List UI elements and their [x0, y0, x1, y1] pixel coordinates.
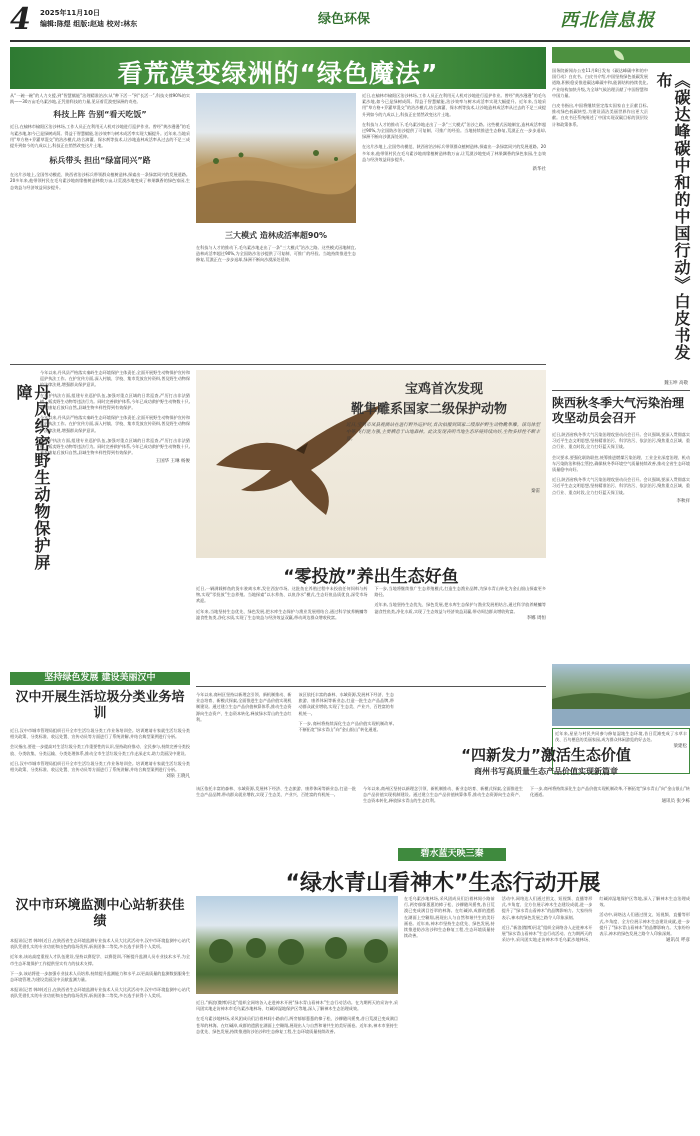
zero-text	[196, 586, 546, 682]
hanzhong1-title: 汉中开展生活垃圾分类业务培训	[15, 690, 185, 721]
hanzhong2-title: 汉中市环境监测中心站斩获佳绩	[15, 898, 185, 929]
shaanxi-para-3: 近日,陕西省秋冬季大气污染治理攻坚动员会召开。会议强调,要深入贯彻落实习近平生态文明思想,坚持精准治污、科学治污、依法治污,聚焦重点区域、重点行业、重点时段,全力打好蓝天保卫战。	[552, 477, 690, 495]
main-title-banner	[10, 47, 546, 89]
fournew-byline: 通讯员 张少栋	[661, 799, 690, 805]
lead-paragraph: 从“一碗一碗”的人力支援,到“智慧赋能”治理精准治沙;从“种下活一”到“长活一”,科技支撑90%的实践——30万亩毛乌素沙地,正凭借科技的力量,见证着荒漠变绿洲的奇迹。	[10, 93, 190, 105]
science-column-mid	[196, 228, 356, 361]
science-para-3: 在科技与人才的推动下,毛乌素沙地走出了一条“三大模式”治沙之路。这些模式因地制宜,造林成活率超过90%,为全国防沙治沙提供了可复制、可推广的经验。当地持续推进生态修复,荒漠正在一步步退却,绿洲不断向沙漠深处延伸。	[196, 245, 356, 263]
fournew-left-text	[196, 692, 394, 790]
hanzhong1-para-3: 近日,汉中市城市管理局组织召开全市生活垃圾分类工作业务培训会。培训邀请专家就生活垃圾分类相关政策、分类标准、收运处置、宣传动员等方面进行了系统讲解,并结合典型案例进行分析。	[10, 760, 190, 773]
main-title: 看荒漠变绿洲的“绿色魔法”	[117, 59, 439, 88]
hanzhong1-text	[10, 728, 190, 900]
white-paper-title: 《碳达峰碳中和的中国行动》白皮书发布	[654, 72, 691, 361]
zero-para-2: 近年来,当地坚持生态优先、绿色发展,把水库生态保护与渔业发展相结合,通过科学放养鲢鳙等滤食性鱼类,净化水质,实现了生态效益与经济效益双赢,带动周边群众增收致富。	[196, 608, 368, 620]
divider	[552, 390, 690, 391]
science-byline: 新华社	[532, 167, 546, 173]
fournew-subtitle: 商州书写高质量生态产品价值实现新篇章	[474, 767, 618, 776]
masthead	[0, 0, 700, 48]
white-paper-text	[552, 68, 648, 384]
science-continued-1: 近日,在榆林市榆阳区治沙林场,工作人员正在利用无人机对沙地进行巡护作业。曾经“黄沙漫漫”的毛乌素沙地,如今已是绿树成荫。得益于智慧赋能,治沙效率与树木成活率实现大幅提升。近年来,当地采用“草方格+乔灌草混交”的治沙模式,结合滴灌、保水剂等技术,让沙地造林成活率从过去的不足三成提升到如今的九成以上,科技正在悄然改变这片土地。	[362, 93, 546, 117]
zero-para-1: 近日,一辆满载鲜鱼的货车驶离水库,发往西安市场。这批鱼在养殖过程中未投放任何饲料与药物,实现“零投放”生态养殖。当地探索“以水养鱼、以鱼净水”模式,生态好鱼品质优良,深受市场欢迎。	[196, 586, 368, 604]
hanzhong2-text	[10, 938, 190, 1126]
bottom-para-4: 活动中,网络达人们通过图文、短视频、直播等形式,多角度、全方位展示神木生态建设成就,进一步提升了“绿水青山看神木”的品牌影响力。大家纷纷表示,神木的绿色发展之路令人印象深刻。	[501, 896, 593, 920]
wetland-photo	[552, 664, 690, 726]
bottom-para-3: 在毛乌素沙地林场,采风团成员们沿着林间小路前行,两旁郁郁葱葱的樟子松、沙柳随风摇曳,昔日荒漠已变成满目苍翠的林海。在红碱淖,成群的遗鸥在湖面上空翱翔,展现出人与自然和谐共生的美好画卷。近年来,神木市坚持生态优先、绿色发展,持续推进防沙治沙和生态修复工程,生态环境质量持续改善。	[404, 896, 495, 939]
science-column-left	[10, 93, 190, 361]
bird-text: 近日,宝鸡市凤县观测站在进行野外巡护时,首次拍摄到国家二级保护野生动物靴隼雕。该鸟体型中等,飞行能力强,主要栖息于山地森林。此次发现表明当地生态环境持续向好,生物多样性不断丰富。	[346, 423, 540, 442]
editor-line: 编辑:陈煜 组版:赵迪 校对:林东	[40, 20, 138, 28]
issue-date: 2025年11月10日	[40, 9, 100, 17]
danfeng-para-3: 今年以来,丹凤县严格落实秦岭生态环境保护主体责任,全面开展野生动物保护宣传和巡护执法工作。在护宣传方面,深入村镇、学校、集市发放宣传资料,普及野生动物保护法律法规,增强群众保护意识。	[40, 415, 190, 433]
shaanxi-para-1: 近日,陕西省秋冬季大气污染治理攻坚动员会召开。会议强调,要深入贯彻落实习近平生态文明思想,坚持精准治污、科学治污、依法治污,聚焦重点区域、重点行业、重点时段,全力打好蓝天保卫战。	[552, 432, 690, 450]
danfeng-para-4: 在巡护执法方面,组建专业巡护队伍,加强对重点区域的日常巡查,严厉打击非法猎捕、贩卖野生动物等违法行为。同时完善救护体系,今年已成功救护野生动物数十只,并在康复后放归自然,县域生物多样性得到有效保护。	[40, 437, 190, 456]
fournew-text	[196, 786, 690, 844]
bird-feature	[196, 370, 546, 558]
zero-title: “零投放”养出生态好鱼	[283, 567, 459, 587]
science-para-2: 在这片沙地上,全国劳动模范、陕西省治沙标兵带领群众植树造林,探索出一条绿富同兴的发展道路。20多年来,他带领村民在毛乌素沙地南缘植树造林数万亩,让荒漠沙地变成了林果飘香的绿色家园,生态效益与经济效益同步提升。	[10, 172, 190, 190]
fournew-para-5: 今年以来,商州区坚持以新理念引领、新机制推动、新业态培育、新模式探索,全面推进生态产品价值实现机制建设。通过建立生态产品价值核算体系,推动生态资源向生态资产、生态资本转化,释放绿水青山的生态红利。	[363, 786, 523, 804]
bottom-byline: 通讯员 呼彦	[666, 938, 690, 944]
bottom-left-text	[196, 1000, 398, 1126]
danfeng-title: 丹凤织密野生动物保护屏障	[14, 384, 51, 571]
bottom-para-5: 近日,“新浪(微博)河北”组织全网络各入走进神木开展“绿水青山看神木”生态行动活动。在为期两天的采访中,采风团实地走访神木市毛乌素沙地林场、红碱淖湿地保护区等地,深入了解神木生态治理成效。	[501, 896, 690, 943]
desert-photo	[196, 93, 356, 223]
fournew-title: “四新发力”激活生态价值	[461, 746, 631, 764]
science-subhead-3: 三大模式 造林成活率超90%	[225, 231, 327, 240]
bottom-para-2: 在毛乌素沙地林场,采风团成员们沿着林间小路前行,两旁郁郁葱葱的樟子松、沙柳随风摇曳,昔日荒漠已变成满目苍翠的林海。在红碱淖,成群的遗鸥在湖面上空翱翔,展现出人与自然和谐共生的美好画卷。近年来,神木市坚持生态优先、绿色发展,持续推进防沙治沙和生态修复工程,生态环境质量持续改善。	[196, 1016, 398, 1034]
zero-para-4: 近年来,当地坚持生态优先、绿色发展,把水库生态保护与渔业发展相结合,通过科学放养鲢鳙等滤食性鱼类,净化水质,实现了生态效益与经济效益双赢,带动周边群众增收致富。	[374, 602, 546, 614]
bottom-right-text	[404, 896, 690, 1126]
hanzhong2-para-4: 本报讯(记者 韩坤)近日,在陕西省生态环境监测专业技术人员大比武活动中,汉中市环境监测中心站代表队凭借扎实的专业功底和出色的临场发挥,斩获团体二等奖,多名选手获得个人奖项。	[10, 987, 190, 999]
zero-para-3: 下一步,当地将继续推广生态养殖模式,打造生态渔业品牌,为绿水青山转化为金山银山探索更多路径。	[374, 586, 546, 598]
divider	[196, 686, 546, 687]
white-paper-para-2: 白皮书指出,中国将继续坚定落实国家自主贡献目标,推动绿色低碳转型,为建设清洁美丽世界作出更大贡献。白皮书还系统阐述了中国实现双碳目标的顶层设计和政策体系。	[552, 103, 648, 127]
shaanxi-text	[552, 432, 690, 660]
white-paper-byline: 魏玉坤 高敬	[664, 381, 688, 386]
paper-logo: 西北信息报	[560, 10, 655, 31]
fournew-para-4: 该区依托丰富的森林、水域资源,发展林下经济、生态旅游、康养休闲等新业态,打造一批生态产品品牌,带动群众就业增收,实现了生态美、产业兴、百姓富的有机统一。	[196, 786, 356, 798]
hanzhong1-para-1: 近日,汉中市城市管理局组织召开全市生活垃圾分类工作业务培训会。培训邀请专家就生活垃圾分类相关政策、分类标准、收运处置、宣传动员等方面进行了系统讲解,并结合典型案例进行分析。	[10, 728, 190, 740]
science-subhead-2: 标兵带头 担出“绿富同兴”路	[49, 156, 151, 166]
bottom-title: “绿水青山看神木”生态行动开展	[285, 871, 601, 896]
fournew-para-6: 下一步,商州将持续深化生态产品价值实现机制改革,不断拓宽“绿水青山”向“金山银山”转化通道。	[530, 786, 690, 798]
hanzhong2-para-3: 下一步,该站将进一步加强专业技术人员培养,持续提升监测能力和水平,以更高质量的监测数据服务生态环境管理,为建设美丽汉中贡献监测力量。	[10, 970, 190, 983]
decorative-leaf-icon	[614, 50, 624, 60]
danfeng-para-2: 在巡护执法方面,组建专业巡护队伍,加强对重点区域的日常巡查,严厉打击非法猎捕、贩卖野生动物等违法行为。同时完善救护体系,今年已成功救护野生动物数十只,并在康复后放归自然,县域生物多样性得到有效保护。	[40, 392, 190, 411]
science-continued-2: 在科技与人才的推动下,毛乌素沙地走出了一条“三大模式”治沙之路。这些模式因地制宜,造林成活率超过90%,为全国防沙治沙提供了可复制、可推广的经验。当地持续推进生态修复,荒漠正在一步步退却,绿洲不断向沙漠深处延伸。	[362, 121, 546, 140]
hanzhong2-para-2: 近年来,该站高度重视人才队伍建设,坚持以赛促学、以赛促训,不断提升监测人员专业技术水平,为全市生态环境保护工作提供坚实有力的技术支撑。	[10, 954, 190, 966]
danfeng-text	[40, 370, 190, 662]
divider	[10, 364, 546, 365]
right-column-banner	[552, 47, 690, 63]
caption-text: 近年来,星星与村民共同参与修复湿地生态环境,昔日荒滩变成了水草丰茂、百鸟栖息的美丽家园,成为群众休闲游览的好去处。	[555, 731, 687, 743]
shaanxi-byline: 李秋祥	[676, 498, 690, 504]
science-column-right	[362, 93, 546, 361]
bottom-label: 碧水蓝天映三秦	[398, 848, 506, 861]
shaanxi-title: 陕西秋冬季大气污染治理攻坚动员会召开	[552, 396, 685, 425]
fournew-para-2: 该区依托丰富的森林、水域资源,发展林下经济、生态旅游、康养休闲等新业态,打造一批生态产品品牌,带动群众就业增收,实现了生态美、产业兴、百姓富的有机统一。	[298, 692, 394, 716]
wetland-photo-image	[552, 664, 690, 726]
fournew-para-3: 下一步,商州将持续深化生态产品价值实现机制改革,不断拓宽“绿水青山”向“金山银山”转化通道。	[298, 720, 394, 733]
forest-photo-image	[196, 896, 398, 994]
forest-photo	[196, 896, 398, 994]
science-continued-3: 在这片沙地上,全国劳动模范、陕西省治沙标兵带领群众植树造林,探索出一条绿富同兴的发展道路。20多年来,他带领村民在毛乌素沙地南缘植树造林数万亩,让荒漠沙地变成了林果飘香的绿色家园,生态效益与经济效益同步提升。	[362, 144, 546, 162]
page-number: 4	[10, 2, 31, 37]
fournew-para-1: 今年以来,商州区坚持以新理念引领、新机制推动、新业态培育、新模式探索,全面推进生态产品价值实现机制建设。通过建立生态产品价值核算体系,推动生态资源向生态资产、生态资本转化,释放绿水青山的生态红利。	[196, 692, 292, 722]
science-subhead-1: 科技上阵 告别“看天吃饭”	[53, 110, 147, 120]
zero-byline: 李娜 周恒	[526, 615, 546, 621]
desert-photo-image	[196, 93, 356, 223]
hanzhong-label: 坚持绿色发展 建设美丽汉中	[10, 672, 190, 685]
hanzhong2-para-1: 本报讯(记者 韩坤)近日,在陕西省生态环境监测专业技术人员大比武活动中,汉中市环境监测中心站代表队凭借扎实的专业功底和出色的临场发挥,斩获团体二等奖,多名选手获得个人奖项。	[10, 938, 190, 950]
section-name: 绿色环保	[318, 12, 371, 27]
hanzhong1-para-2: 会议指出,要进一步提高对生活垃圾分类工作重要性的认识,坚持政府推动、全民参与,持续完善分类投放、分类收集、分类运输、分类处理体系,推动全市生活垃圾分类工作走深走实,助力美丽汉中建设。	[10, 744, 190, 756]
bird-title-2: 靴隼雕系国家二级保护动物	[350, 402, 507, 417]
danfeng-byline: 王国华 王琳 杨俊	[155, 459, 190, 465]
bird-title-1: 宝鸡首次发现	[404, 382, 483, 397]
bottom-para-6: 活动中,网络达人们通过图文、短视频、直播等形式,多角度、全方位展示神木生态建设成就,进一步提升了“绿水青山看神木”的品牌影响力。大家纷纷表示,神木的绿色发展之路令人印象深刻。	[599, 912, 690, 937]
bottom-para-1: 近日,“新浪(微博)河北”组织全网络各入走进神木开展“绿水青山看神木”生态行动活动。在为期两天的采访中,采风团实地走访神木市毛乌素沙地林场、红碱淖湿地保护区等地,深入了解神木生态治理成效。	[196, 1000, 398, 1012]
science-para-1: 近日,在榆林市榆阳区治沙林场,工作人员正在利用无人机对沙地进行巡护作业。曾经“黄沙漫漫”的毛乌素沙地,如今已是绿树成荫。得益于智慧赋能,治沙效率与树木成活率实现大幅提升。近年来,当地采用“草方格+乔灌草混交”的治沙模式,结合滴灌、保水剂等技术,让沙地造林成活率从过去的不足三成提升到如今的九成以上,科技正在悄然改变这片土地。	[10, 124, 190, 149]
danfeng-para-1: 今年以来,丹凤县严格落实秦岭生态环境保护主体责任,全面开展野生动物保护宣传和巡护执法工作。在护宣传方面,深入村镇、学校、集市发放宣传资料,普及野生动物保护法律法规,增强群众保护意识。	[40, 370, 190, 388]
white-paper-para-1: 国务院新闻办公室11月8日发布《碳达峰碳中和的中国行动》白皮书。白皮书介绍,中国坚持绿色低碳发展道路,积极稳妥推进碳达峰碳中和,能源结构持续优化,产业结构加快升级,为全球气候治理贡献了中国智慧和中国力量。	[552, 68, 648, 98]
caption-byline: 梁建松	[673, 744, 687, 750]
shaanxi-para-2: 会议要求,要强化联防联控,统筹推进燃煤污染治理、工业企业深度治理、机动车污染防治和扬尘管控,确保秋冬季环境空气质量持续改善,推动全省生态环境质量稳中向好。	[552, 454, 690, 473]
hanzhong1-byline: 刘泉 王晓凡	[166, 774, 190, 780]
header-rule	[10, 40, 690, 42]
bird-byline: 秦雷	[531, 489, 540, 494]
